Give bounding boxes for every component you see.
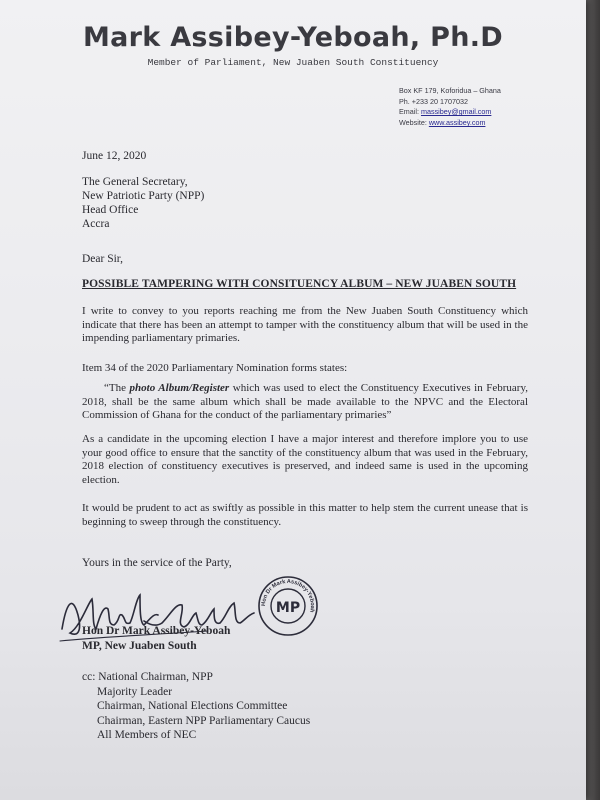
letterhead-name: Mark Assibey-Yeboah, Ph.D xyxy=(82,22,504,53)
salutation: Dear Sir, xyxy=(82,253,124,265)
recipient-line: The General Secretary, xyxy=(82,176,188,188)
recipient-address xyxy=(82,175,204,231)
body-paragraph-4: It would be prudent to act as swiftly as possible in this matter to help stem the current unease that is beginning to sweep through the constituency. xyxy=(82,502,528,528)
recipient-line: New Patriotic Party (NPP) xyxy=(82,190,205,202)
letter-date: June 12, 2020 xyxy=(82,150,147,162)
seal-ring-text: Hon Dr Mark Assibey-Yeboah xyxy=(260,578,316,613)
body-paragraph-1: I write to convey to you reports reaching me from the New Juaben South Constituency which indicate that there has been an attempt to tamper with the constituency album that will be used in the impending parliamentary primaries. xyxy=(82,305,528,344)
quote-emphasis: photo Album/Register xyxy=(129,382,230,394)
cc-item: Majority Leader xyxy=(97,685,173,698)
recipient-line: Accra xyxy=(82,218,110,230)
quoted-item-34 xyxy=(82,382,528,423)
contact-email-label: Email: xyxy=(399,107,419,117)
cc-item: National Chairman, NPP xyxy=(98,671,213,683)
closing-line: Yours in the service of the Party, xyxy=(82,557,232,569)
letterhead-title: Member of Parliament, New Juaben South Constituency xyxy=(147,57,439,68)
cc-item: Chairman, National Elections Committee xyxy=(97,700,288,712)
quote-rest: which was used to elect the Constituency Executives in February, 2018, shall be the same album which shall be made available to the NPVC and the Electoral Commission of Ghana for the conduct of the parliamentary primaries” xyxy=(82,382,528,421)
signer-name: Hon Dr Mark Assibey-Yeboah xyxy=(82,625,231,637)
cc-first-line xyxy=(82,670,310,685)
signer-block xyxy=(82,624,230,653)
body-paragraph-2: Item 34 of the 2020 Parliamentary Nomination forms states: xyxy=(82,362,348,374)
contact-website-link[interactable]: www.assibey.com xyxy=(428,118,486,128)
seal-center-text: MP xyxy=(275,600,301,616)
contact-email-line xyxy=(399,107,501,118)
cc-item: Chairman, Eastern NPP Parliamentary Caucus xyxy=(97,714,311,727)
mp-seal xyxy=(257,575,319,637)
contact-box: Box KF 179, Koforidua – Ghana xyxy=(399,86,501,95)
contact-phone: Ph. +233 20 1707032 xyxy=(399,96,468,106)
cc-label: cc: xyxy=(82,671,96,683)
cc-item: All Members of NEC xyxy=(97,729,197,741)
body-paragraph-3: As a candidate in the upcoming election I have a major interest and therefore implore you to use your good office to ensure that the sanctity of the constituency album that was used in the February, 2018 election of constituency executives is preserved, and indeed same is used in the upcoming election. xyxy=(82,433,528,486)
contact-email-link[interactable]: massibey@gmail.com xyxy=(420,107,492,117)
cc-list xyxy=(82,670,310,743)
contact-website-label: Website: xyxy=(399,118,427,128)
contact-website-line xyxy=(399,118,501,129)
quote-open: “The xyxy=(104,382,130,394)
signer-position: MP, New Juaben South xyxy=(82,639,197,652)
subject-line: POSSIBLE TAMPERING WITH CONSITUENCY ALBUM – NEW JUABEN SOUTH xyxy=(82,278,517,290)
recipient-line: Head Office xyxy=(82,204,139,216)
contact-block xyxy=(399,86,501,129)
